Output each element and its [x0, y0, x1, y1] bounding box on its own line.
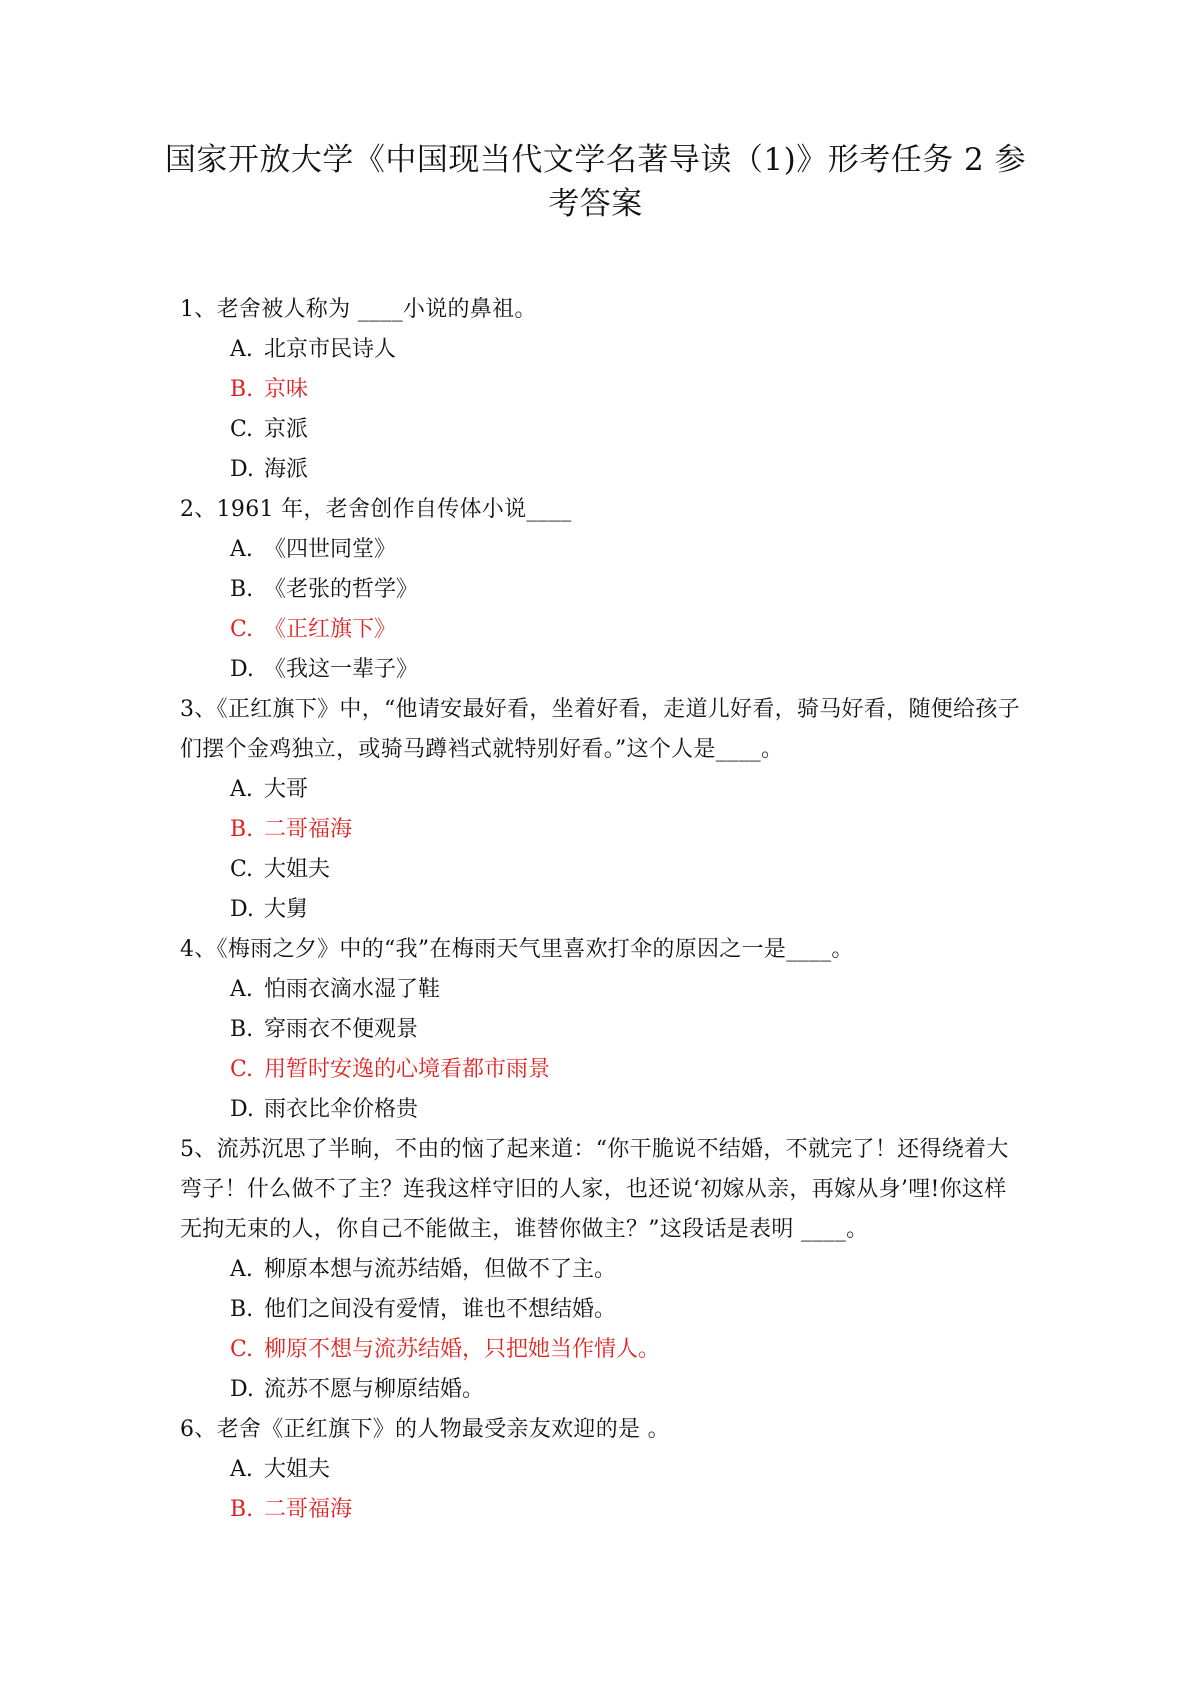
- option-letter: C.: [230, 1337, 254, 1362]
- answer-option: [230, 570, 1020, 610]
- answer-option: [230, 890, 1020, 930]
- option-text: 《老张的哲学》: [264, 577, 419, 602]
- question-1: [180, 290, 1020, 490]
- option-letter: D.: [230, 457, 254, 482]
- option-letter: D.: [230, 657, 254, 682]
- answer-option: [230, 1250, 1020, 1290]
- option-letter: D.: [230, 1097, 254, 1122]
- question-stem: 6、老舍《正红旗下》的人物最受亲友欢迎的是 。: [180, 1417, 670, 1442]
- answer-option: [230, 1450, 1020, 1490]
- option-letter: A.: [230, 977, 253, 1002]
- option-letter: B.: [230, 1497, 254, 1522]
- option-text: 《我这一辈子》: [264, 657, 419, 682]
- answer-option: [230, 850, 1020, 890]
- answer-option: [230, 650, 1020, 690]
- question-6: [180, 1410, 1020, 1530]
- option-text: 大舅: [264, 897, 309, 922]
- option-letter: D.: [230, 1377, 254, 1402]
- answer-option: [230, 1370, 1020, 1410]
- page-title: 国家开放大学《中国现当代文学名著导读（1)》形考任务 2 参考答案: [164, 142, 1027, 222]
- answer-option: [230, 970, 1020, 1010]
- option-letter: B.: [230, 377, 254, 402]
- option-text: 京味: [264, 377, 309, 402]
- answer-option: [230, 1090, 1020, 1130]
- option-letter: A.: [230, 1257, 253, 1282]
- option-letter: B.: [230, 817, 254, 842]
- option-text: 穿雨衣不便观景: [264, 1017, 419, 1042]
- option-text: 柳原本想与流苏结婚，但做不了主。: [264, 1257, 617, 1282]
- option-text: 《四世同堂》: [264, 537, 397, 562]
- option-text: 二哥福海: [264, 817, 353, 842]
- option-letter: A.: [230, 537, 253, 562]
- option-text: 二哥福海: [264, 1497, 353, 1522]
- question-2: [180, 490, 1020, 690]
- option-text: 柳原不想与流苏结婚，只把她当作情人。: [264, 1337, 661, 1362]
- option-text: 大姐夫: [264, 1457, 331, 1482]
- answer-option: [230, 330, 1020, 370]
- question-3: [180, 690, 1020, 930]
- option-text: 怕雨衣滴水湿了鞋: [264, 977, 441, 1002]
- answer-option: [230, 1290, 1020, 1330]
- answer-option-correct: [230, 1050, 1020, 1090]
- question-stem: 3、《正红旗下》中，“他请安最好看，坐着好看，走道儿好看，骑马好看，随便给孩子们摆个金鸡独立，或骑马蹲裆式就特别好看。”这个人是____。: [180, 697, 1020, 762]
- option-letter: C.: [230, 417, 254, 442]
- option-letter: C.: [230, 1057, 254, 1082]
- option-text: 京派: [264, 417, 309, 442]
- option-letter: B.: [230, 1017, 254, 1042]
- question-stem: 4、《梅雨之夕》中的“我”在梅雨天气里喜欢打伞的原因之一是____。: [180, 937, 854, 962]
- answer-option-correct: [230, 1490, 1020, 1530]
- answer-option-correct: [230, 610, 1020, 650]
- option-text: 大姐夫: [264, 857, 331, 882]
- option-text: 雨衣比伞价格贵: [264, 1097, 419, 1122]
- answer-option-correct: [230, 810, 1020, 850]
- question-5: [180, 1130, 1020, 1410]
- answer-option: [230, 410, 1020, 450]
- question-stem: 5、流苏沉思了半晌，不由的恼了起来道：“你干脆说不结婚，不就完了！还得绕着大弯子！什么做不了主？连我这样守旧的人家，也还说‘初嫁从亲，再嫁从身’哩!你这样无拘无束的人，你自己不能做主，谁替你做主？”这段话是表明 ____。: [180, 1137, 1009, 1242]
- answer-option: [230, 450, 1020, 490]
- option-text: 海派: [264, 457, 309, 482]
- option-letter: D.: [230, 897, 254, 922]
- option-text: 流苏不愿与柳原结婚。: [264, 1377, 485, 1402]
- question-list: [180, 290, 1020, 1530]
- option-letter: C.: [230, 857, 254, 882]
- answer-option-correct: [230, 1330, 1020, 1370]
- answer-option: [230, 770, 1020, 810]
- option-text: 用暂时安逸的心境看都市雨景: [264, 1057, 551, 1082]
- option-text: 大哥: [264, 777, 309, 802]
- option-letter: A.: [230, 337, 253, 362]
- question-4: [180, 930, 1020, 1130]
- question-stem: 2、1961 年，老舍创作自传体小说____: [180, 497, 572, 522]
- option-letter: B.: [230, 1297, 254, 1322]
- option-letter: A.: [230, 1457, 253, 1482]
- answer-option: [230, 530, 1020, 570]
- option-text: 北京市民诗人: [264, 337, 397, 362]
- option-letter: A.: [230, 777, 253, 802]
- question-stem: 1、老舍被人称为 ____小说的鼻祖。: [180, 297, 537, 322]
- option-letter: C.: [230, 617, 254, 642]
- option-letter: B.: [230, 577, 254, 602]
- answer-option-correct: [230, 370, 1020, 410]
- option-text: 《正红旗下》: [264, 617, 397, 642]
- answer-option: [230, 1010, 1020, 1050]
- option-text: 他们之间没有爱情，谁也不想结婚。: [264, 1297, 617, 1322]
